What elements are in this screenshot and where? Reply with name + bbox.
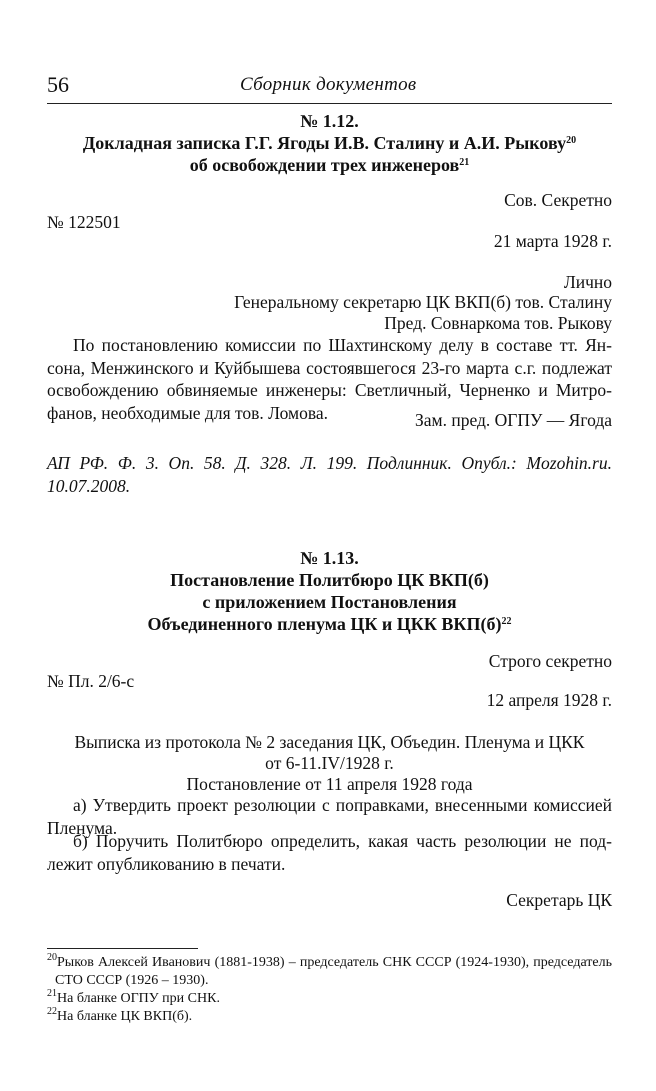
footnote-ref-21: 21 bbox=[459, 157, 470, 168]
doc2-date: 12 апреля 1928 г. bbox=[486, 690, 612, 710]
footnote-20 bbox=[47, 954, 612, 990]
footnote-22 bbox=[47, 1008, 612, 1026]
doc1-personal: Лично bbox=[563, 272, 612, 292]
doc2-reg-number: № Пл. 2/6-с bbox=[47, 671, 135, 691]
footnote-line: СТО СССР (1926 – 1930). bbox=[55, 973, 209, 988]
footnote-divider bbox=[47, 948, 198, 949]
doc2-number: № 1.13. bbox=[300, 548, 359, 568]
footnote-ref-22: 22 bbox=[501, 616, 512, 627]
doc2-extract-line1: Выписка из протокола № 2 заседания ЦК, Объедин. Пленума и ЦКК bbox=[74, 732, 585, 752]
running-title: Сборник документов bbox=[240, 74, 417, 95]
doc1-source bbox=[47, 452, 612, 498]
doc2-item-b-line: лежит опубликованию в печати. bbox=[47, 853, 286, 874]
doc1-addressee-1: Генеральному секретарю ЦК ВКП(б) тов. Сталину bbox=[234, 292, 612, 312]
footnote-line: $^{21}$На бланке ОГПУ при СНК. bbox=[47, 988, 220, 1006]
doc2-item-b bbox=[47, 830, 612, 875]
doc2-extract bbox=[47, 732, 612, 795]
doc1-body-line: освобождению обвиняемые инженеры: Светличный, Черненко и Митро- bbox=[47, 380, 612, 400]
doc2-title-line3: Объединенного пленума ЦК и ЦКК $ВКП(б)^{22}$ bbox=[147, 614, 512, 634]
doc1-heading bbox=[47, 110, 612, 176]
doc2-item-b-line: б) Поручить Политбюро определить, какая часть резолюции не под- bbox=[73, 831, 612, 851]
doc2-signature: Секретарь ЦК bbox=[506, 890, 612, 910]
doc1-source-line: 10.07.2008. bbox=[47, 476, 131, 496]
doc1-reg-number: № 122501 bbox=[47, 212, 121, 232]
footnote-21 bbox=[47, 990, 612, 1008]
doc2-classification: Строго секретно bbox=[488, 651, 612, 671]
header-divider bbox=[47, 103, 612, 104]
doc2-item-a-line: Пленума. bbox=[47, 817, 118, 838]
footnote-ref-20: 20 bbox=[566, 135, 577, 146]
doc1-classification: Сов. Секретно bbox=[504, 190, 612, 210]
doc1-body-line: сона, Менжинского и Куйбышева состоявшегося 23-го марта с.г. подлежат bbox=[47, 357, 612, 378]
doc1-source-line: АП РФ. Ф. 3. Оп. 58. Д. 328. Л. 199. Подлинник. Опубл.: Mozohin.ru. bbox=[47, 453, 612, 473]
footnote-line: $^{20}$Рыков Алексей Иванович (1881-1938) – председатель СНК СССР (1924-1930), председатель bbox=[47, 952, 612, 970]
doc2-resolution-title: Постановление от 11 апреля 1928 года bbox=[186, 774, 473, 794]
doc2-heading bbox=[47, 547, 612, 635]
doc1-addressee-2: Пред. Совнаркома тов. Рыкову bbox=[384, 313, 612, 333]
doc2-extract-line2: от 6-11.IV/1928 г. bbox=[265, 753, 394, 773]
doc1-body-line: фанов, необходимые для тов. Ломова. bbox=[47, 402, 329, 423]
doc1-body-line: По постановлению комиссии по Шахтинскому делу в составе тт. Ян- bbox=[73, 335, 612, 355]
doc1-title-line2: об освобождении трех инженеров$^{21}$ bbox=[189, 155, 470, 175]
doc2-title-line2: с приложением Постановления bbox=[202, 592, 457, 612]
doc2-item-a-line: а) Утвердить проект резолюции с поправками, внесенными комиссией bbox=[73, 795, 612, 815]
footnote-line: $^{22}$На бланке ЦК ВКП(б). bbox=[47, 1006, 193, 1024]
doc2-title-line1: Постановление Политбюро ЦК ВКП(б) bbox=[170, 570, 489, 590]
doc1-signature: Зам. пред. ОГПУ — Ягода bbox=[414, 410, 612, 430]
doc1-date: 21 марта 1928 г. bbox=[493, 231, 612, 251]
doc1-title-line1: Докладная записка Г.Г. Ягоды И.В. Сталину и А.И. Рыкову$^{20}$ bbox=[82, 133, 577, 153]
page-number: 56 bbox=[47, 72, 69, 97]
doc1-number: № 1.12. bbox=[300, 111, 359, 131]
